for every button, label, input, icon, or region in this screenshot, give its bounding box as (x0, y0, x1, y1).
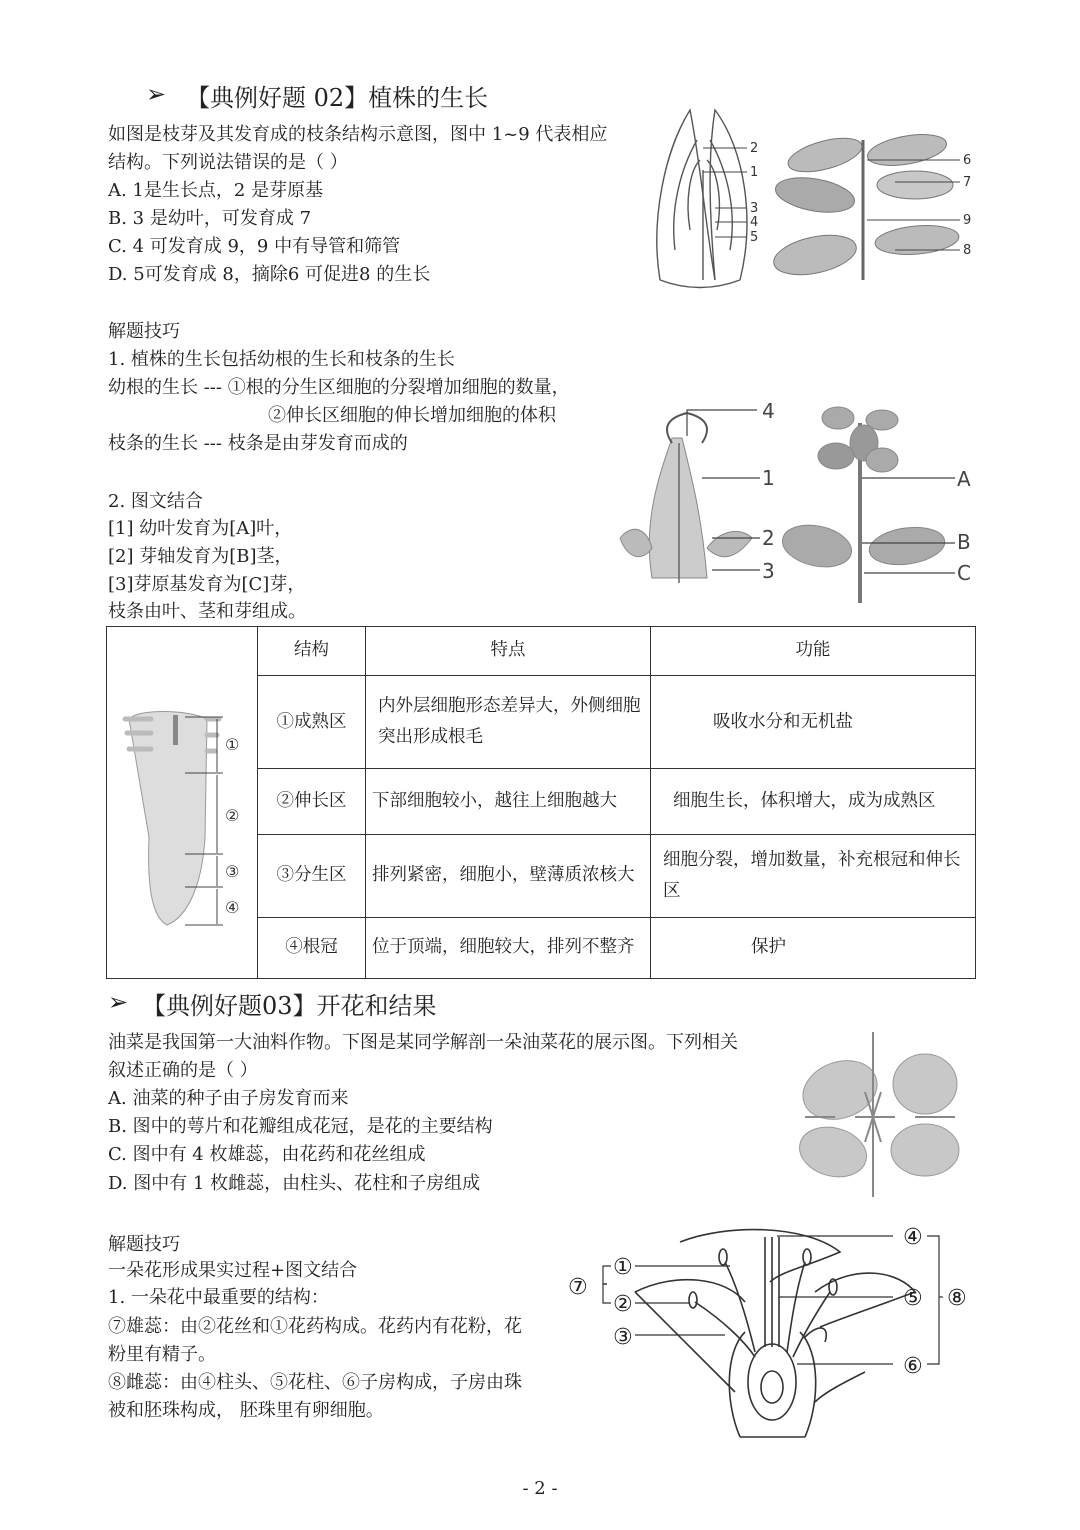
tips03-line-1: 一朵花形成果实过程+图文结合 (108, 1260, 358, 1281)
tips02-item-1: [1] 幼叶发育为[A]叶， (108, 518, 293, 539)
row4-feature: 位于顶端，细胞较大，排列不整齐 (366, 917, 651, 978)
section-label-2: 2 (762, 526, 775, 550)
tips02-sub-heading: 2. 图文结合 (108, 491, 203, 512)
bud-label-5: 5 (750, 230, 759, 245)
root-zone-label-2: ② (225, 806, 240, 825)
branch-drawing (770, 129, 960, 281)
q03-stem-line-1: 油菜是我国第一大油料作物。下图是某同学解剖一朵油菜花的展示图。下列相关 (108, 1032, 738, 1053)
flower-label-3: ③ (613, 1325, 633, 1350)
bud-section-drawing (620, 413, 752, 583)
q02-arrow-icon: ➢ (146, 80, 167, 108)
table-header-row (107, 627, 976, 676)
q03-option-c: C. 图中有 4 枚雄蕊，由花药和花丝组成 (108, 1144, 426, 1165)
row3-feature: 排列紧密，细胞小，壁薄质浓核大 (366, 834, 651, 917)
bud-drawing (657, 110, 747, 288)
branch-label-9: 9 (963, 213, 972, 228)
tips02-line-2: 幼根的生长 --- ①根的分生区细胞的分裂增加细胞的数量， (108, 377, 570, 398)
q03-option-b: B. 图中的萼片和花瓣组成花冠，是花的主要结构 (108, 1116, 493, 1137)
tips03-line-2: 1. 一朵花中最重要的结构： (108, 1287, 329, 1308)
section-label-3: 3 (762, 559, 775, 583)
flower-label-6: ⑥ (903, 1354, 923, 1379)
shoot-label-c: C (957, 561, 971, 585)
flower-label-5: ⑤ (903, 1286, 923, 1311)
bud-label-4: 4 (750, 215, 759, 230)
root-tip-image-cell (107, 627, 258, 979)
tips03-heading: 解题技巧 (108, 1234, 180, 1255)
q03-option-d: D. 图中有 1 枚雌蕊，由柱头、花柱和子房组成 (108, 1173, 481, 1194)
root-zone-label-3: ③ (225, 862, 240, 881)
flower-label-8: ⑧ (947, 1286, 967, 1311)
root-structure-table (106, 626, 976, 979)
tips02-line-3: ②伸长区细胞的伸长增加细胞的体积 (268, 405, 556, 426)
q03-option-a: A. 油菜的种子由子房发育而来 (108, 1088, 349, 1109)
flower-label-2: ② (613, 1292, 633, 1317)
tips02-item-3: [3]芽原基发育为[C]芽， (108, 574, 306, 595)
branch-label-7: 7 (963, 175, 972, 190)
q03-arrow-icon: ➢ (108, 988, 129, 1016)
q02-stem-line-2: 结构。下列说法错误的是（ ） (108, 152, 348, 173)
tips02-line-4: 枝条的生长 --- 枝条是由芽发育而成的 (108, 433, 408, 454)
section-label-1: 1 (762, 466, 775, 490)
q02-option-a: A. 1是生长点，2 是芽原基 (108, 180, 324, 201)
branch-label-8: 8 (963, 243, 972, 258)
bud-branch-figure (645, 100, 985, 290)
table-header-func: 功能 (651, 627, 976, 676)
row3-func: 细胞分裂，增加数量，补充根冠和伸长区 (651, 834, 976, 917)
row1-feature: 内外层细胞形态差异大，外侧细胞突出形成根毛 (366, 675, 651, 769)
flower-drawing (635, 1230, 915, 1437)
row1-func: 吸收水分和无机盐 (651, 675, 976, 769)
table-header-struct: 结构 (258, 627, 366, 676)
table-header-feature: 特点 (366, 627, 651, 676)
tips03-line-4: 粉里有精子。 (108, 1344, 216, 1365)
bud-label-3: 3 (750, 201, 759, 216)
page-number: - 2 - (522, 1478, 558, 1499)
row2-struct: ②伸长区 (258, 769, 366, 834)
q03-title: 【典例好题03】开花和结果 (142, 992, 437, 1020)
flower-structure-diagram (565, 1222, 980, 1447)
tips03-line-3: ⑦雄蕊：由②花丝和①花药构成。花药内有花粉，花 (108, 1316, 522, 1337)
bud-development-figure (612, 398, 982, 610)
branch-label-6: 6 (963, 153, 972, 168)
row2-feature: 下部细胞较小，越往上细胞越大 (366, 769, 651, 834)
row4-struct: ④根冠 (258, 917, 366, 978)
root-tip-figure (107, 627, 257, 967)
q02-option-d: D. 5可发育成 8，摘除6 可促进8 的生长 (108, 264, 431, 285)
shoot-label-a: A (957, 467, 971, 491)
q03-stem-line-2: 叙述正确的是（ ） (108, 1060, 258, 1081)
tips03-line-5: ⑧雌蕊：由④柱头、⑤花柱、⑥子房构成，子房由珠 (108, 1372, 522, 1393)
flower-label-7: ⑦ (568, 1275, 588, 1300)
row4-func: 保护 (651, 917, 976, 978)
q02-stem-line-1: 如图是枝芽及其发育成的枝条结构示意图，图中 1~9 代表相应 (108, 124, 608, 145)
row2-func: 细胞生长，体积增大，成为成熟区 (651, 769, 976, 834)
q02-option-c: C. 4 可发育成 9，9 中有导管和筛管 (108, 236, 401, 257)
tips02-item-2: [2] 芽轴发育为[B]茎， (108, 546, 293, 567)
root-zone-label-4: ④ (225, 898, 240, 917)
q02-title: 【典例好题 02】植株的生长 (186, 84, 489, 112)
section-label-4: 4 (762, 399, 775, 423)
bud-label-2: 2 (750, 141, 759, 156)
tips02-item-4: 枝条由叶、茎和芽组成。 (108, 601, 306, 622)
root-zone-label-1: ① (225, 735, 240, 754)
tips02-heading: 解题技巧 (108, 321, 180, 342)
row1-struct: ①成熟区 (258, 675, 366, 769)
row3-struct: ③分生区 (258, 834, 366, 917)
flower-label-4: ④ (903, 1225, 923, 1250)
flower-label-1: ① (613, 1255, 633, 1280)
q02-option-b: B. 3 是幼叶，可发育成 7 (108, 208, 312, 229)
bud-label-1: 1 (750, 165, 759, 180)
tips02-line-1: 1. 植株的生长包括幼根的生长和枝条的生长 (108, 349, 455, 370)
rapeseed-flower-figure (785, 1022, 975, 1202)
tips03-line-6: 被和胚珠构成， 胚珠里有卵细胞。 (108, 1400, 384, 1421)
shoot-label-b: B (957, 530, 971, 554)
